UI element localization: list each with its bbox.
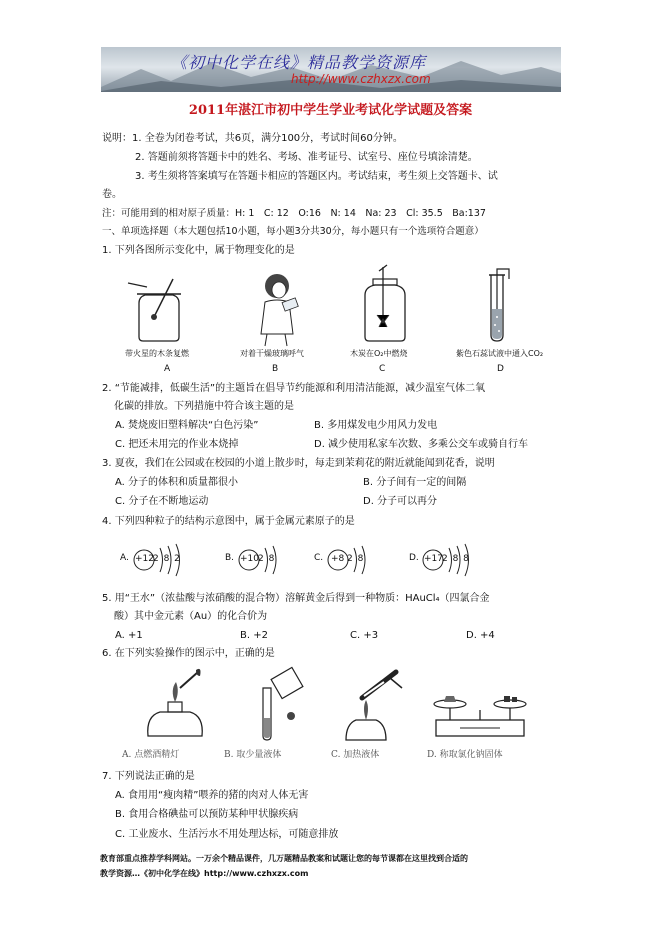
q1-charcoal-oxygen-image <box>355 265 415 345</box>
q5-option-b: B. +2 <box>240 630 268 641</box>
q7-option-b: B. 食用合格碘盐可以预防某种甲状腺疾病 <box>115 809 299 820</box>
q3-stem: 3. 夏夜，我们在公园或在校园的小道上散步时，每走到茉莉花的附近就能闻到花香，说明 <box>102 458 495 469</box>
q1-letter-b: B <box>272 364 279 374</box>
q4-atom-c: C. +8 2 8 <box>314 543 374 577</box>
footer-line-2[interactable]: 教学资源…《初中化学在线》http://www.czhxzx.com <box>100 869 309 878</box>
section-1-heading: 一、单项选择题（本大题包括10小题，每小题3分共30分，每小题只有一个选项符合题意） <box>102 226 484 237</box>
note-3b: 卷。 <box>102 189 122 200</box>
q2-option-b: B. 多用煤发电少用风力发电 <box>314 420 438 431</box>
q5-option-a: A. +1 <box>115 630 143 641</box>
q7-option-c: C. 工业废水、生活污水不用处理达标，可随意排放 <box>115 829 339 840</box>
q4-atom-a: A. +12 2 8 2 <box>120 543 190 577</box>
q7-option-a: A. 食用用“瘦肉精”喂养的猪的肉对人体无害 <box>115 790 309 801</box>
q1-caption-c: 木炭在O₂中燃烧 <box>350 349 408 358</box>
q2-stem-1: 2. “节能减排，低碳生活”的主题旨在倡导节约能源和利用清洁能源，减少温室气体二氧 <box>102 383 486 394</box>
q1-test-tube-image <box>483 265 513 345</box>
note-2: 2. 答题前须将答题卡中的姓名、考场、准考证号、试室号、座位号填涂清楚。 <box>135 152 478 163</box>
q6-caption-a: A. 点燃酒精灯 <box>122 750 180 760</box>
q1-girl-breathing-image <box>255 272 305 346</box>
header-banner <box>101 47 561 92</box>
footer-line-1: 教育部重点推荐学科网站。一万余个精品课件，几万题精品教案和试题让您的每节课都在这里找到合适的 <box>100 854 468 863</box>
q6-pour-liquid-image <box>255 668 310 742</box>
q7-stem: 7. 下列说法正确的是 <box>102 771 195 782</box>
q1-caption-d: 紫色石蕊试液中通入CO₂ <box>456 349 544 358</box>
q1-jar-splint-image <box>125 275 185 345</box>
q6-heat-liquid-image <box>342 668 412 742</box>
q6-caption-d: D. 称取氯化钠固体 <box>427 750 503 760</box>
q4-stem: 4. 下列四种粒子的结构示意图中，属于金属元素原子的是 <box>102 516 355 527</box>
q6-caption-b: B. 取少量液体 <box>224 750 282 760</box>
note-3a: 3. 考生须将答案填写在答题卡相应的答题区内。考试结束，考生须上交答题卡、试 <box>135 171 498 182</box>
q2-option-d: D. 减少使用私家车次数、多乘公交车或骑自行车 <box>314 439 529 450</box>
q6-stem: 6. 在下列实验操作的图示中，正确的是 <box>102 648 275 659</box>
q1-letter-c: C <box>379 364 386 374</box>
q3-option-a: A. 分子的体积和质量都很小 <box>115 477 239 488</box>
note-1: 说明：1. 全卷为闭卷考试，共6页，满分100分，考试时间60分钟。 <box>102 133 403 144</box>
q6-balance-scale-image <box>430 680 530 740</box>
q6-alcohol-lamp-image <box>140 668 210 740</box>
document-title: 2011年湛江市初中学生学业考试化学试题及答案 <box>188 103 473 118</box>
q2-option-c: C. 把还未用完的作业本烧掉 <box>115 439 239 450</box>
q5-option-d: D. +4 <box>466 630 495 641</box>
q3-option-c: C. 分子在不断地运动 <box>115 496 209 507</box>
q5-option-c: C. +3 <box>350 630 379 641</box>
q1-letter-d: D <box>497 364 504 374</box>
q1-caption-b: 对着干燥玻璃呼气 <box>240 349 304 358</box>
q4-atom-d: D. +17 2 8 8 <box>409 543 479 577</box>
atomic-masses: 注：可能用到的相对原子质量：H: 1 C: 12 O:16 N: 14 Na: 23 Cl: 35.5 Ba:137 <box>102 208 486 219</box>
q5-stem-1: 5. 用“王水”（浓盐酸与浓硝酸的混合物）溶解黄金后得到一种物质：HAuCl₄（四氯合金 <box>102 593 490 604</box>
q6-caption-c: C. 加热液体 <box>331 750 380 760</box>
q1-caption-a: 带火星的木条复燃 <box>125 349 189 358</box>
q1-stem: 1. 下列各图所示变化中，属于物理变化的是 <box>102 245 295 256</box>
q1-letter-a: A <box>164 364 171 374</box>
q5-stem-2: 酸）其中金元素（Au）的化合价为 <box>114 611 268 622</box>
banner-url[interactable]: http://www.czhxzx.com <box>291 72 431 86</box>
q3-option-b: B. 分子间有一定的间隔 <box>363 477 467 488</box>
banner-title: 《初中化学在线》精品教学资源库 <box>171 53 427 72</box>
q2-stem-2: 化碳的排放。下列措施中符合该主题的是 <box>114 401 294 412</box>
q4-atom-b: B. +10 2 8 <box>225 543 285 577</box>
q2-option-a: A. 焚烧废旧塑料解决“白色污染” <box>115 420 259 431</box>
q3-option-d: D. 分子可以再分 <box>363 496 438 507</box>
